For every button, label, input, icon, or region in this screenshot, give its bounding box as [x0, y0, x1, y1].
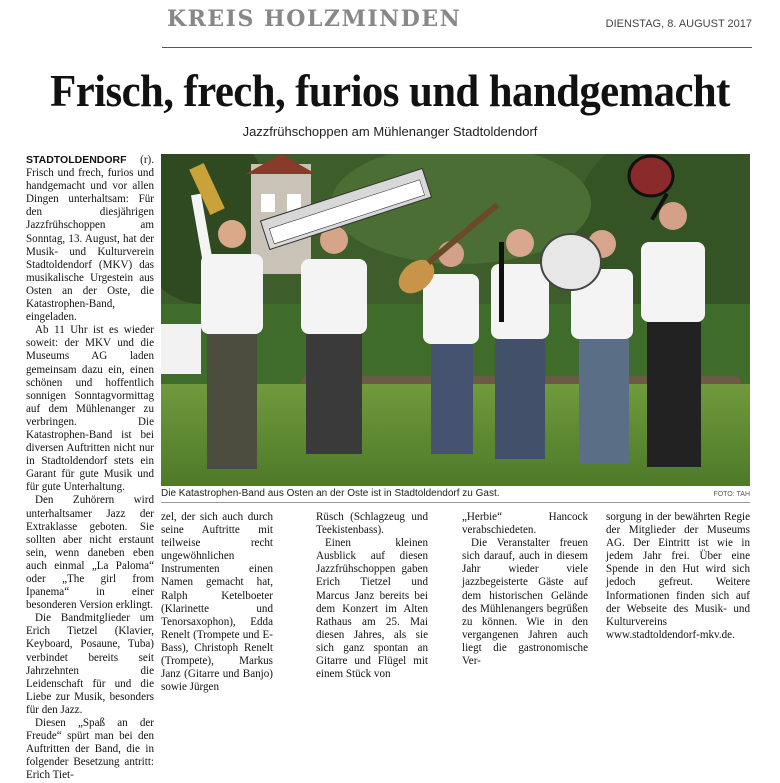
paragraph-1-text: Frisch und frech, furios und handgemacht und vor allen Dingen unterhaltsam: Für den diesjährigen Jazzfrühschoppen am Sonntag, 13. August, hat der Musik- und Kulturverein Stadtoldendorf (MKV) das musikalische Urgestein aus Osten an der Oste, die Katastrophen-Band, eingeladen. [26, 167, 154, 324]
article-column-2 [161, 511, 273, 694]
article-column-5 [606, 511, 750, 642]
headline: Frisch, frech, furios und handgemacht [50, 65, 730, 116]
dateline: STADTOLDENDORF [26, 154, 127, 166]
article-column-1 [26, 154, 154, 783]
photo-caption [161, 488, 750, 499]
paragraph-5-start: Diesen „Spaß an der Freude“ spürt man bei den Auftritten der Band, die in folgender Besetzung antritt: Erich Tiet- [26, 717, 154, 782]
article-column-4 [462, 511, 588, 668]
article-column-3 [316, 511, 428, 681]
paragraph-1 [26, 154, 154, 324]
header-rule [162, 47, 752, 48]
caption-text: Die Katastrophen-Band aus Osten an der Oste ist in Stadtoldendorf zu Gast. [161, 488, 500, 499]
column-2-text: zel, der sich auch durch seine Auftritte mit teilweise recht ungewöhnlichen Instrumenten einen Namen gemacht hat, Ralph Ketelboeter (Klarinette und Tenorsaxophon), Edda Renelt (Trompete und E-Bass), Christoph Renelt (Trompete), Markus Janz (Gitarre und Banjo) sowie Jürgen [161, 511, 273, 694]
band-photo [161, 154, 750, 486]
section-title: KREIS HOLZMINDEN [167, 6, 462, 32]
paragraph-2: Ab 11 Uhr ist es wieder soweit: der MKV und die Museums AG laden gemeinsam dazu ein, einen schönen und hoffentlich sonnigen Sonntagvormittag auf dem Mühlenanger zu verbringen. Die Katastrophen-Band ist bei diversen Auftritten nicht nur in Stadtoldendorf stets ein Garant für gute Musik und für gute Unterhaltung. [26, 324, 154, 494]
subheadline: Jazzfrühschoppen am Mühlenanger Stadtoldendorf [242, 124, 538, 139]
column-3-text-b: Einen kleinen Ausblick auf diesen Jazzfrühschoppen gaben Erich Tietzel und Marcus Janz bereits bei dem Konzert im Alten Rathaus am 25. Mai diesen Jahres, als sie sich ganz spontan an Gitarre und Flügel mit einem Stück von [316, 537, 428, 681]
paragraph-4: Die Bandmitglieder um Erich Tietzel (Klavier, Keyboard, Posaune, Tuba) verbindet bereits seit Jahrzehnten die Leidenschaft für und die Liebe zur Musik, besonders für den Jazz. [26, 612, 154, 716]
paragraph-3: Den Zuhörern wird unterhaltsamer Jazz der Extraklasse geboten. Sie sollten aber nicht erstaunt sein, wenn daneben eben auch einmal „La Paloma“ oder „The girl from Ipanema“ in einer besonderen Version erklingt. [26, 494, 154, 612]
byline: (r). [140, 154, 154, 166]
column-4-text-b: Die Veranstalter freuen sich darauf, auch in diesem Jahr wieder viele jazzbegeisterte Gäste auf dem historischen Gelände des Mühlenangers begrüßen zu können. Wie in den vergangenen Jahren auch liegt die gastronomische Ver- [462, 537, 588, 668]
caption-rule [161, 502, 750, 503]
column-4-text-a: „Herbie“ Hancock verabschiedeten. [462, 511, 588, 537]
column-5-text: sorgung in der bewährten Regie der Mitglieder der Museums AG. Der Eintritt ist wie in jedem Jahr frei. Über eine Spende in den Hut wird sich jedoch gefreut. Weitere Informationen finden sich auf der Webseite des Musik- und Kulturvereins www.stadtoldendorf-mkv.de. [606, 511, 750, 641]
photo-credit: FOTO: TAH [713, 491, 750, 498]
column-3-text-a: Rüsch (Schlagzeug und Teekistenbass). [316, 511, 428, 537]
issue-date: DIENSTAG, 8. AUGUST 2017 [605, 18, 752, 30]
